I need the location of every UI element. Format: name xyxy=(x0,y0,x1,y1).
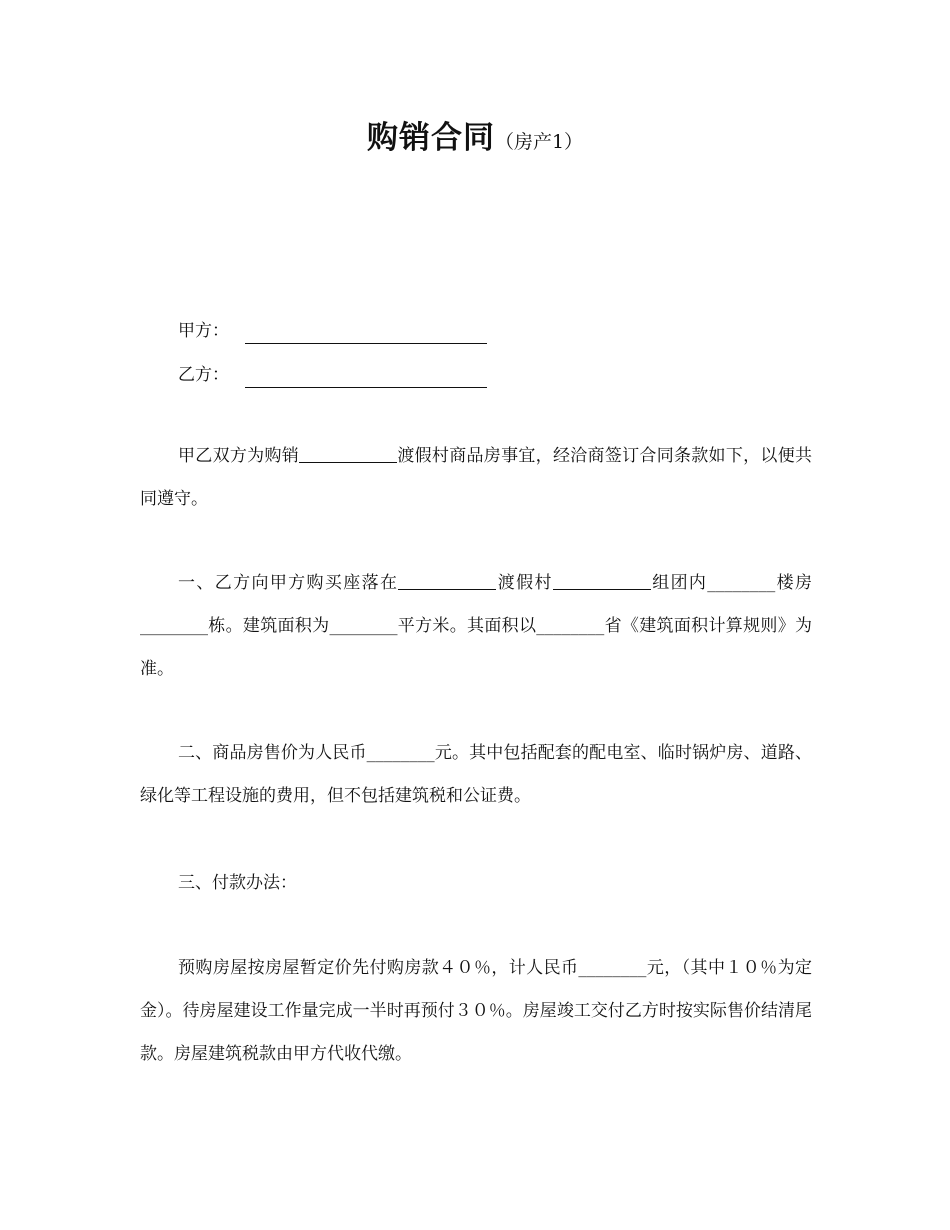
clause-1-blank-1 xyxy=(398,571,496,590)
intro-blank xyxy=(299,444,397,463)
clause-2-paragraph xyxy=(140,732,812,818)
clause-1-text-a: 一、乙方向甲方购买座落在 xyxy=(178,573,399,593)
payment-text: 预购房屋按房屋暂定价先付购房款４０％，计人民币________元，（其中１０％为定金）。待房屋建设工作量完成一半时再预付３０％。房屋竣工交付乙方时按实际售价结清尾款。房屋建筑税款由甲方代收代缴。 xyxy=(140,958,812,1064)
intro-text-a: 甲乙双方为购销 xyxy=(178,446,300,466)
title-subtitle: （房产1） xyxy=(494,131,584,153)
intro-text-b: 渡假村商品房事宜，经洽商签订合同条款如下，以便共同遵守。 xyxy=(140,446,813,509)
party-b-line xyxy=(178,362,487,388)
intro-paragraph xyxy=(140,435,812,521)
clause-2-text: 二、商品房售价为人民币________元。其中包括配套的配电室、临时锅炉房、道路、绿化等工程设施的费用，但不包括建筑税和公证费。 xyxy=(140,743,812,806)
clause-1-blank-2 xyxy=(553,571,651,590)
clause-1-text-b: 渡假村 xyxy=(496,573,553,593)
document-title xyxy=(0,112,950,157)
party-a-label: 甲方： xyxy=(178,321,229,341)
payment-paragraph xyxy=(140,947,812,1076)
title-main: 购销合同 xyxy=(366,120,495,156)
party-a-blank xyxy=(245,323,487,344)
party-b-blank xyxy=(245,367,487,388)
clause-1-paragraph xyxy=(140,562,812,691)
clause-3-text: 三、付款办法： xyxy=(178,873,297,893)
party-b-label: 乙方： xyxy=(178,365,229,385)
party-a-line xyxy=(178,318,487,344)
clause-3-paragraph xyxy=(140,862,812,905)
clause-1-text-c: 组团内________楼房________栋。建筑面积为________平方米。其面积以________省《建筑面积计算规则》为准。 xyxy=(140,573,813,679)
